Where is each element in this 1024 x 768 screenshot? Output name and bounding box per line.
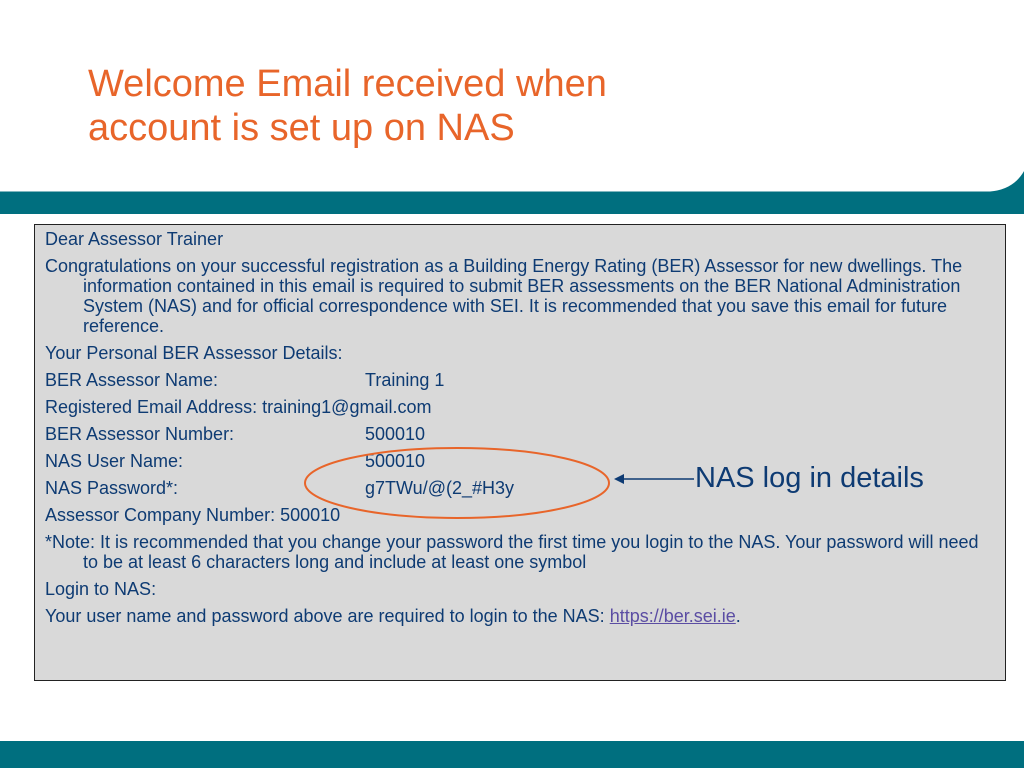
email-greeting: Dear Assessor Trainer xyxy=(45,229,224,249)
nas-login-link[interactable]: https://ber.sei.ie xyxy=(609,606,736,626)
email-address-row xyxy=(45,397,995,417)
email-address-label: Registered Email Address: xyxy=(45,397,258,417)
assessor-number-value: 500010 xyxy=(365,424,426,444)
company-number-row xyxy=(45,505,995,525)
nas-password-value: g7TWu/@(2_#H3y xyxy=(365,478,515,498)
nas-login-details-annotation: NAS log in details xyxy=(695,462,924,494)
login-end: . xyxy=(735,606,741,626)
title-line-2: account is set up on NAS xyxy=(88,107,515,149)
login-text: Your user name and password above are required to login to the NAS: xyxy=(45,606,605,626)
company-number-label: Assessor Company Number: xyxy=(45,505,276,525)
login-heading: Login to NAS: xyxy=(45,579,157,599)
details-heading: Your Personal BER Assessor Details: xyxy=(45,343,343,363)
email-address-value: training1@gmail.com xyxy=(262,397,432,417)
assessor-name-row xyxy=(45,370,995,390)
assessor-name-value: Training 1 xyxy=(365,370,445,390)
bottom-band xyxy=(0,741,1024,768)
slide-title xyxy=(88,62,788,150)
nas-user-name-label: NAS User Name: xyxy=(45,451,184,471)
title-line-1: Welcome Email received when xyxy=(88,63,607,105)
assessor-name-label: BER Assessor Name: xyxy=(45,370,219,390)
nas-user-name-value: 500010 xyxy=(365,451,426,471)
nas-password-label: NAS Password*: xyxy=(45,478,179,498)
password-note: *Note: It is recommended that you change your password the first time you login to the NAS. Your password will need to be at least 6 characters long and include at least one symbol xyxy=(45,532,979,572)
assessor-number-label: BER Assessor Number: xyxy=(45,424,235,444)
login-instructions xyxy=(45,606,995,626)
email-intro: Congratulations on your successful registration as a Building Energy Rating (BER) Assessor for new dwellings. The information contained in this email is required to submit BER assessments on the BER National Administration System (NAS) and for official correspondence with SEI. It is recommended that you save this email for future reference. xyxy=(45,256,963,336)
welcome-email-box xyxy=(34,224,1006,681)
company-number-value: 500010 xyxy=(280,505,341,525)
top-band xyxy=(0,168,1024,214)
assessor-number-row xyxy=(45,424,995,444)
